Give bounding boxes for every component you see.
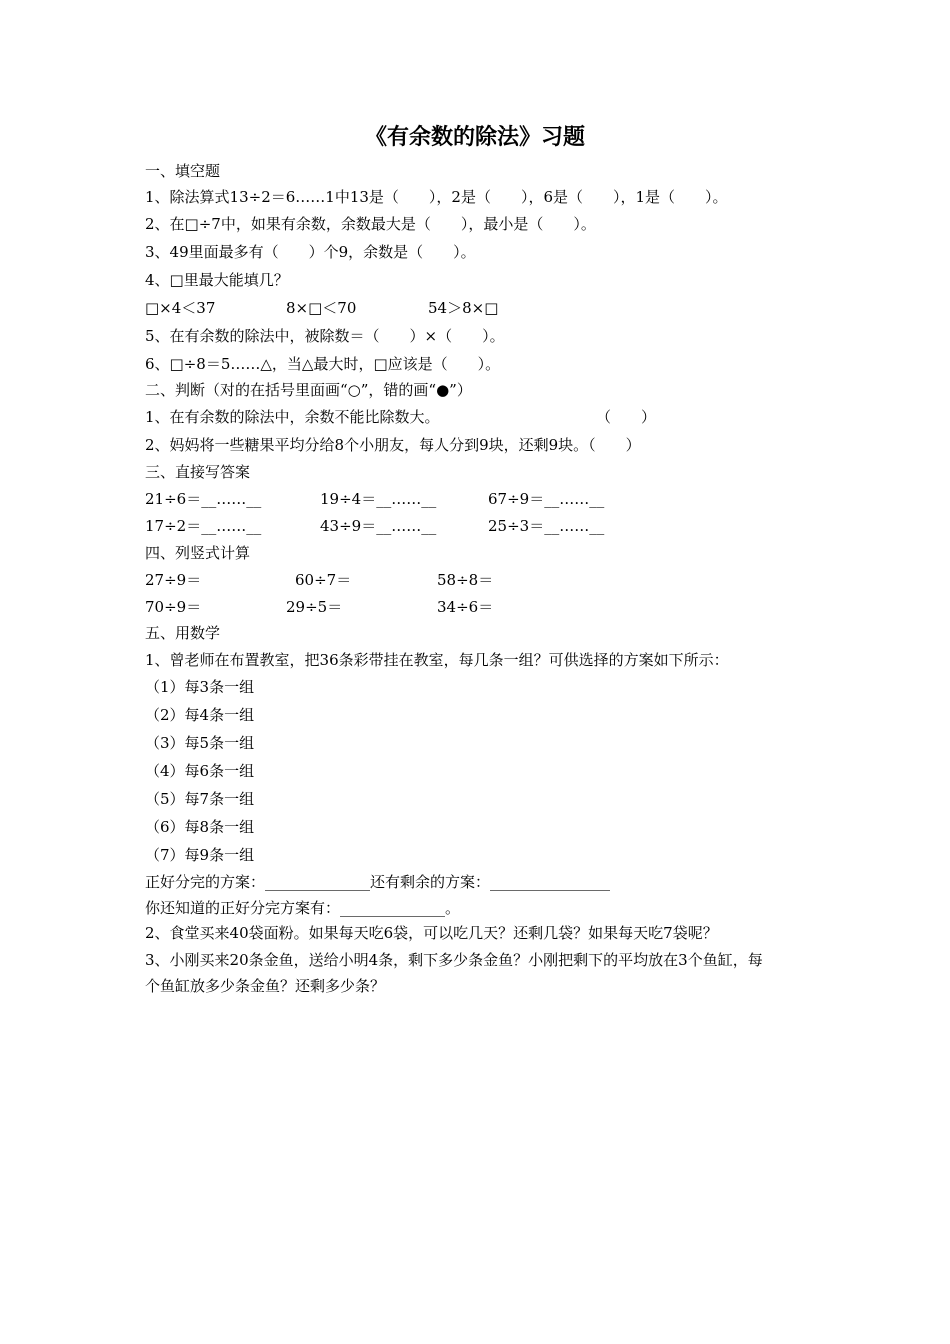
option-item-3: （3）每5条一组 [145, 734, 255, 752]
q4-item-1: □×4＜37 [145, 299, 216, 317]
section3-row2-item-2: 43÷9＝__……__ [320, 517, 437, 535]
section4-row2-item-1: 70÷9＝ [145, 598, 202, 616]
option-item-1: （1）每3条一组 [145, 678, 255, 696]
section5-heading: 五、用数学 [145, 624, 221, 642]
section4-row1-item-2: 60÷7＝ [295, 571, 352, 589]
section4-row1-item-3: 58÷8＝ [437, 571, 494, 589]
section1-question-4: 4、□里最大能填几？ [145, 271, 289, 289]
more-plan-line: 你还知道的正好分完方案有：______________。 [145, 899, 461, 917]
q4-item-3: 54＞8×□ [428, 299, 499, 317]
section4-heading: 四、列竖式计算 [145, 544, 251, 562]
section3-row2-item-3: 25÷3＝__……__ [488, 517, 605, 535]
section4-row1-item-1: 27÷9＝ [145, 571, 202, 589]
section1-question-5: 5、在有余数的除法中，被除数＝（ ）×（ ）。 [145, 327, 505, 345]
section1-question-6: 6、□÷8＝5……△，当△最大时，□应该是（ ）。 [145, 355, 501, 373]
section5-question-1: 1、曾老师在布置教室，把36条彩带挂在教室，每几条一组？可供选择的方案如下所示： [145, 651, 729, 669]
section2-heading: 二、判断（对的在括号里面画“○”，错的画“●”） [145, 381, 472, 399]
option-item-6: （6）每8条一组 [145, 818, 255, 836]
page-title: 《有余数的除法》习题 [364, 124, 585, 150]
section1-question-2: 2、在□÷7中，如果有余数，余数最大是（ ），最小是（ ）。 [145, 215, 596, 233]
section4-row2-item-2: 29÷5＝ [286, 598, 343, 616]
section5-question-3-line-2: 个鱼缸放多少条金鱼？还剩多少条？ [145, 977, 386, 995]
section3-row1-item-3: 67÷9＝__……__ [488, 490, 605, 508]
section5-question-3-line-1: 3、小刚买来20条金鱼，送给小明4条，剩下多少条金鱼？小刚把剩下的平均放在3个鱼缸，每 [145, 951, 763, 969]
section3-heading: 三、直接写答案 [145, 463, 251, 481]
option-item-2: （2）每4条一组 [145, 706, 255, 724]
option-item-7: （7）每9条一组 [145, 846, 255, 864]
section2-question-1-blank: （ ） [596, 408, 657, 426]
section4-row2-item-3: 34÷6＝ [437, 598, 494, 616]
section2-question-2: 2、妈妈将一些糖果平均分给8个小朋友，每人分到9块，还剩9块。（ ） [145, 436, 641, 454]
section2-question-1: 1、在有余数的除法中，余数不能比除数大。 [145, 408, 440, 426]
section1-question-3: 3、49里面最多有（ ）个9，余数是（ ）。 [145, 243, 476, 261]
section1-heading: 一、填空题 [145, 162, 221, 180]
section5-question-2: 2、食堂买来40袋面粉。如果每天吃6袋，可以吃几天？还剩几袋？如果每天吃7袋呢？ [145, 924, 718, 942]
option-item-5: （5）每7条一组 [145, 790, 255, 808]
exact-plan-line: 正好分完的方案：______________还有剩余的方案：________________ [145, 873, 611, 891]
section3-row1-item-2: 19÷4＝__……__ [320, 490, 437, 508]
section3-row1-item-1: 21÷6＝__……__ [145, 490, 262, 508]
option-item-4: （4）每6条一组 [145, 762, 255, 780]
q4-item-2: 8×□＜70 [286, 299, 357, 317]
section1-question-1: 1、除法算式13÷2＝6……1中13是（ ），2是（ ），6是（ ），1是（ ）。 [145, 188, 728, 206]
section3-row2-item-1: 17÷2＝__……__ [145, 517, 262, 535]
